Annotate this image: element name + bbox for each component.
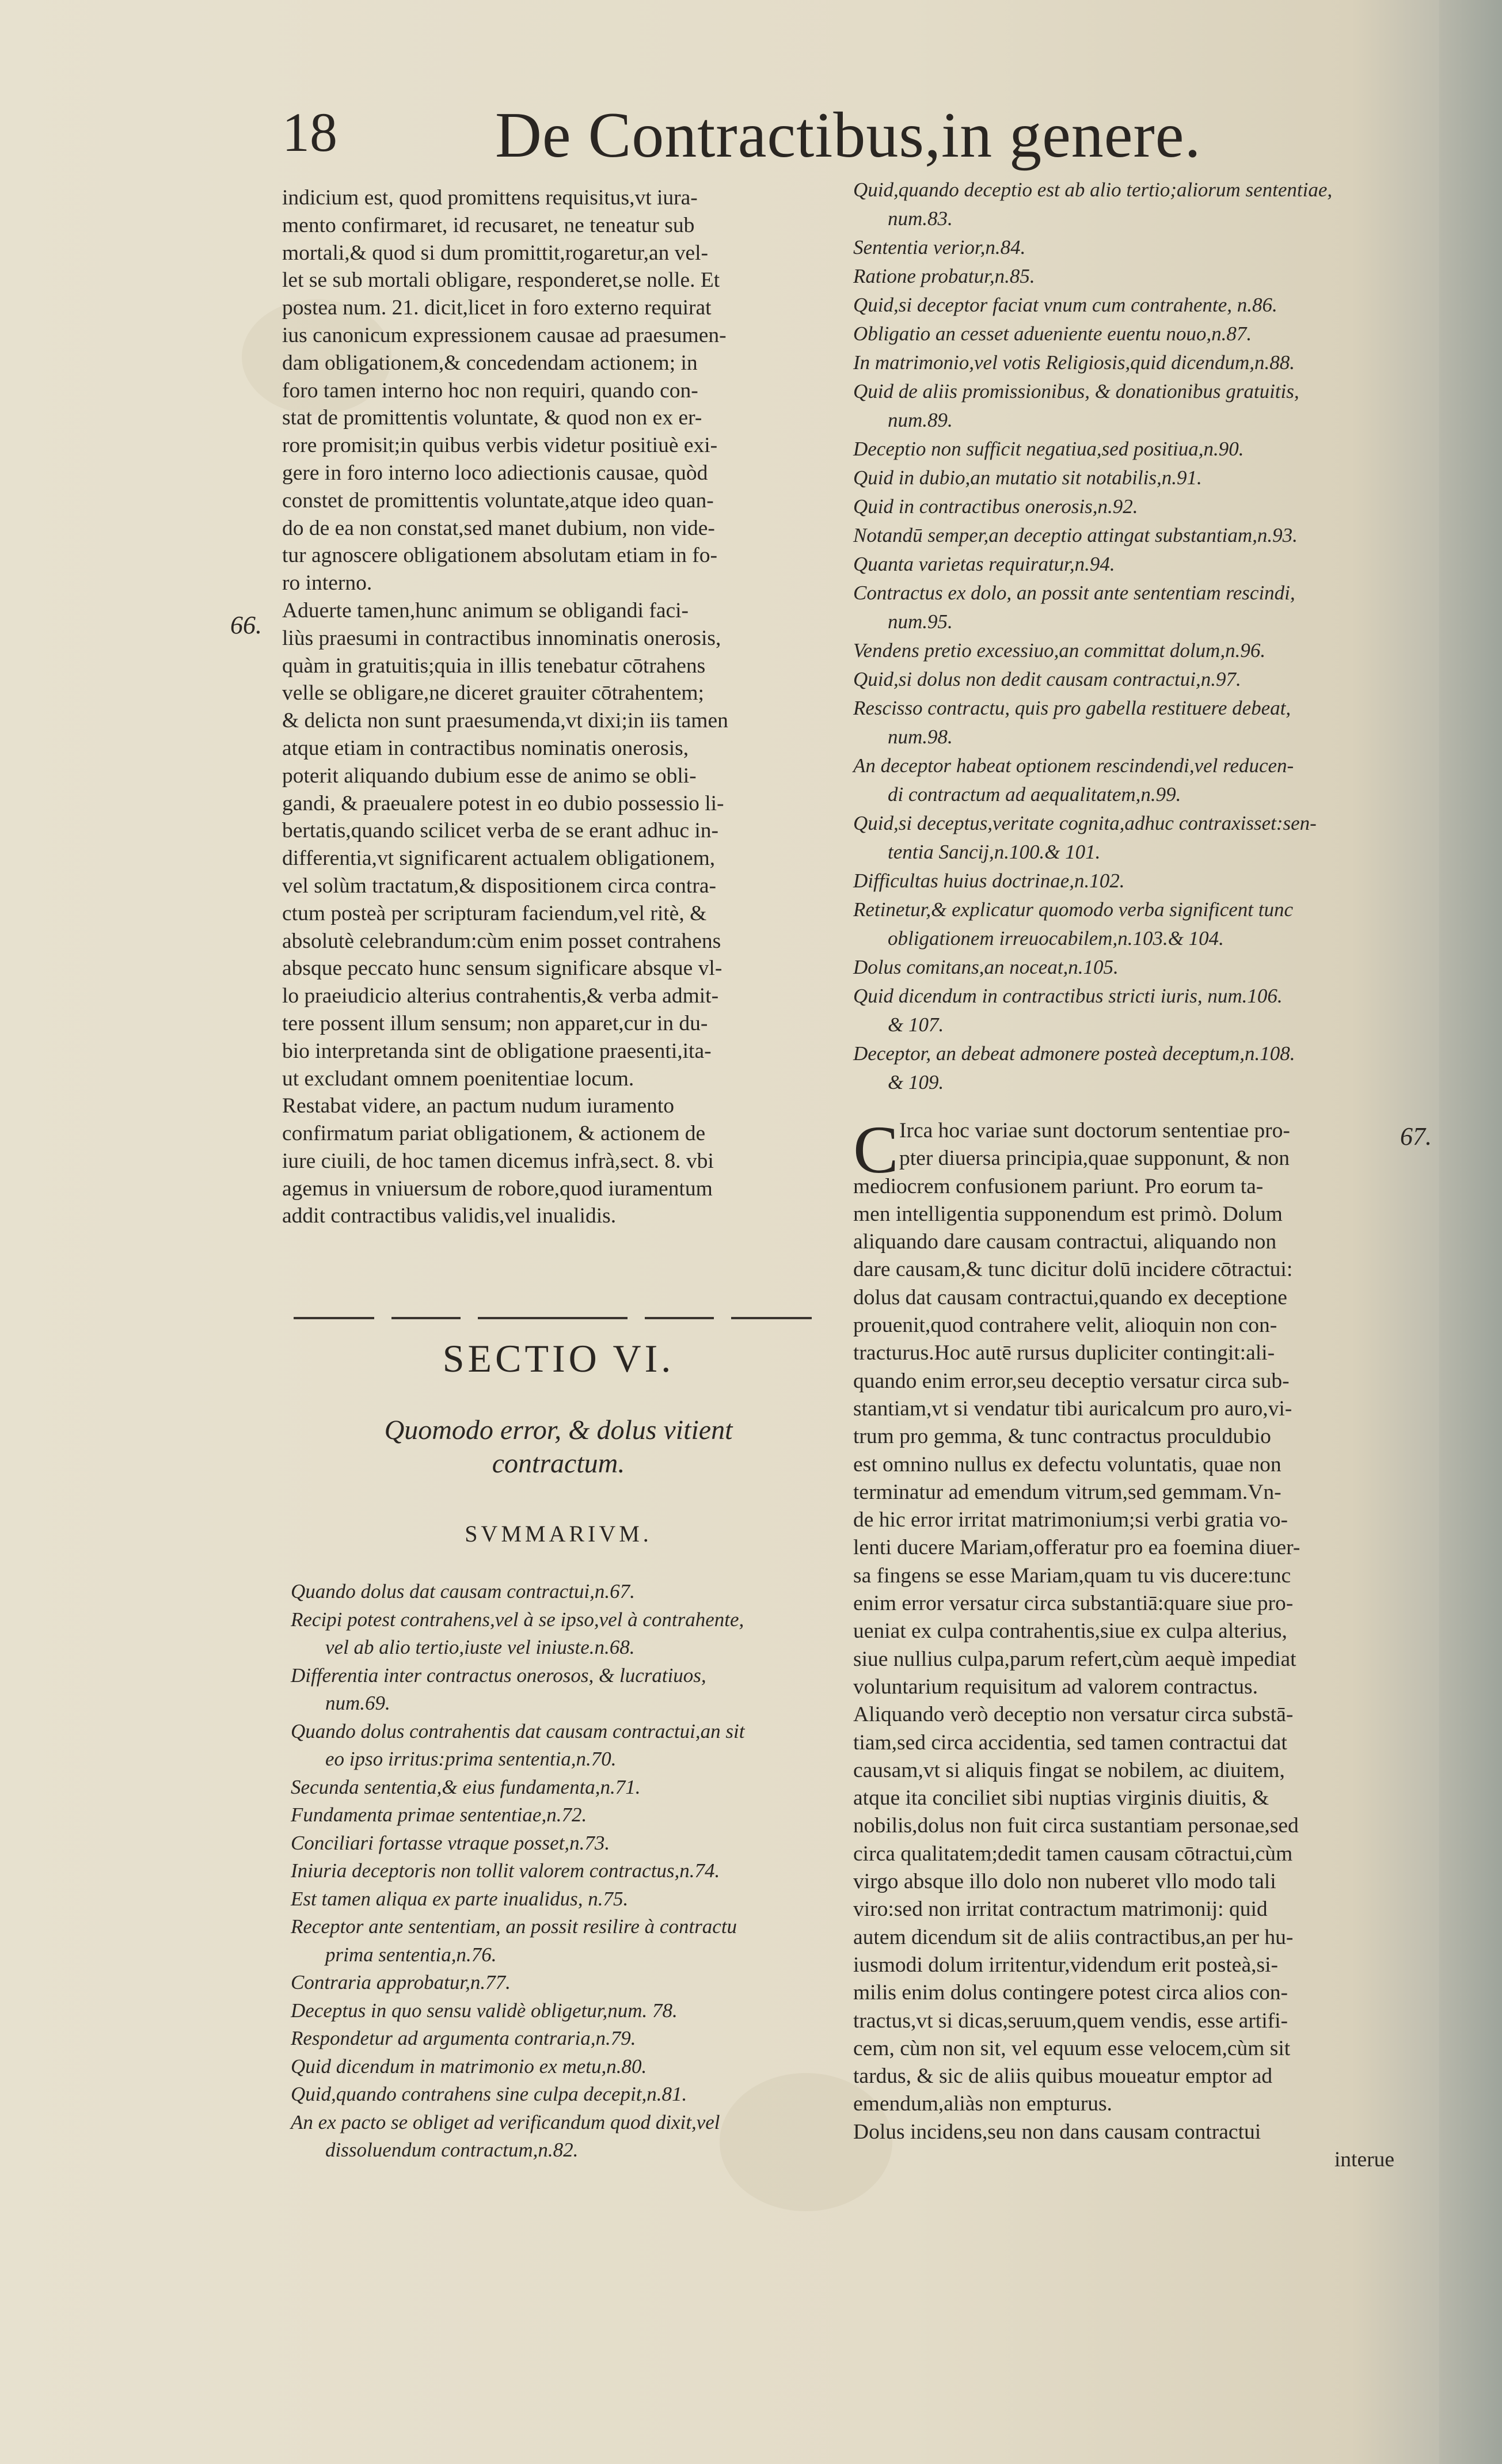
text-line: Restabat videre, an pactum nudum iuramento: [282, 1094, 675, 1118]
text-line: Ratione probatur,n.85.: [853, 265, 1035, 287]
text-line: iure ciuili, de hoc tamen dicemus infrà,sect. 8. vbi: [282, 1149, 714, 1173]
text-line: In matrimonio,vel votis Religiosis,quid dicendum,n.88.: [853, 351, 1295, 374]
text-line: atque etiam in contractibus nominatis onerosis,: [282, 736, 689, 760]
section-title: SECTIO VI.: [442, 1337, 675, 1380]
section-subtitle-line: Quomodo error, & dolus vitient: [384, 1415, 733, 1445]
text-line: pter diuersa principia,quae supponunt, & non: [899, 1146, 1290, 1171]
section-subtitle-line: contractum.: [492, 1448, 625, 1479]
text-line: liùs praesumi in contractibus innominatis onerosis,: [282, 626, 721, 650]
text-line: Quid dicendum in matrimonio ex metu,n.80.: [291, 2055, 647, 2078]
right-column-text: [853, 1112, 1394, 2174]
text-line: tere possent illum sensum; non apparet,cur in du-: [282, 1011, 708, 1035]
text-line: num.98.: [888, 726, 953, 748]
text-line: stat de promittentis voluntate, & quod non ex er-: [282, 406, 702, 430]
text-line: nobilis,dolus non fuit circa sustantiam personae,sed: [853, 1814, 1299, 1838]
text-line: & 107.: [888, 1013, 944, 1036]
text-line: Differentia inter contractus onerosos, & lucratiuos,: [291, 1664, 706, 1687]
text-line: stantiam,vt si vendatur tibi auricalcum pro auro,vi-: [853, 1396, 1292, 1421]
text-line: Quid de aliis promissionibus, & donationibus gratuitis,: [853, 380, 1299, 403]
text-line: & delicta non sunt praesumenda,vt dixi;in iis tamen: [282, 709, 728, 733]
text-line: lenti ducere Mariam,offeratur pro ea foemina diuer-: [853, 1536, 1301, 1560]
text-line: Notandū semper,an deceptio attingat substantiam,n.93.: [853, 524, 1298, 546]
text-line: men intelligentia supponendum est primò. Dolum: [853, 1202, 1283, 1226]
text-line: Contractus ex dolo, an possit ante sententiam rescindi,: [853, 582, 1295, 604]
text-line: emendum,aliàs non empturus.: [853, 2092, 1112, 2116]
drop-cap: C: [853, 1112, 899, 1187]
margin-number-67: 67.: [1400, 1122, 1432, 1151]
text-line: Dolus incidens,seu non dans causam contractui: [853, 2120, 1261, 2144]
left-column-text: [282, 184, 820, 1230]
text-line: aliquando dare causam contractui, aliquando non: [853, 1230, 1277, 1254]
text-line: Vendens pretio excessiuo,an committat dolum,n.96.: [853, 639, 1266, 662]
text-line: Quid in dubio,an mutatio sit notabilis,n.91.: [853, 466, 1202, 489]
text-line: Rescisso contractu, quis pro gabella restituere debeat,: [853, 697, 1291, 719]
text-line: di contractum ad aequalitatem,n.99.: [888, 783, 1181, 806]
text-line: terminatur ad emendum vitrum,sed gemmam.Vn-: [853, 1480, 1282, 1504]
text-line: viro:sed non irritat contractum matrimonij: quid: [853, 1897, 1268, 1922]
text-line: Quid,si dolus non dedit causam contractui,n.97.: [853, 668, 1241, 690]
text-line: addit contractibus validis,vel inualidis.: [282, 1204, 617, 1228]
text-line: Quid,quando contrahens sine culpa decepit,n.81.: [291, 2083, 687, 2105]
text-line: mento confirmaret, id recusaret, ne teneatur sub: [282, 213, 695, 237]
text-line: siue nullius culpa,parum refert,cùm aequè impediat: [853, 1647, 1296, 1671]
text-line: num.69.: [325, 1692, 390, 1714]
text-line: quàm in gratuitis;quia in illis tenebatur cōtrahens: [282, 654, 706, 678]
text-line: num.95.: [888, 610, 953, 633]
text-line: indicium est, quod promittens requisitus,vt iura-: [282, 186, 698, 210]
text-line: Receptor ante sententiam, an possit resilire à contractu: [291, 1915, 737, 1938]
text-line: autem dicendum sit de aliis contractibus,an per hu-: [853, 1925, 1294, 1949]
text-line: poterit aliquando dubium esse de animo se obli-: [282, 764, 697, 788]
text-line: mortali,& quod si dum promittit,rogaretur,an vel-: [282, 241, 709, 265]
text-line: Difficultas huius doctrinae,n.102.: [853, 870, 1125, 892]
text-line: tardus, & sic de aliis quibus moueatur emptor ad: [853, 2064, 1272, 2089]
text-line: Sententia verior,n.84.: [853, 236, 1026, 259]
text-line: Irca hoc variae sunt doctorum sententiae pro-: [899, 1119, 1290, 1142]
catchword: interue: [1334, 2147, 1394, 2171]
text-line: rore promisit;in quibus verbis videtur positiuè exi-: [282, 434, 718, 458]
text-line: num.83.: [888, 207, 953, 230]
section-divider: [294, 1310, 812, 1327]
text-line: tractus,vt si dicas,seruum,quem vendis, esse artifi-: [853, 2009, 1288, 2033]
text-line: Deceptor, an debeat admonere posteà deceptum,n.108.: [853, 1042, 1295, 1065]
text-line: bio interpretanda sint de obligatione praesenti,ita-: [282, 1039, 712, 1063]
text-line: causam,vt si aliquis fingat se nobilem, ac diuitem,: [853, 1758, 1285, 1782]
text-line: confirmatum pariat obligationem, & actionem de: [282, 1122, 706, 1146]
text-line: prouenit,quod contrahere velit, alioquin non con-: [853, 1313, 1277, 1338]
text-line: Iniuria deceptoris non tollit valorem contractus,n.74.: [291, 1859, 720, 1882]
text-line: virgo absque illo dolo non nuberet vllo modo tali: [853, 1870, 1276, 1894]
text-line: ro interno.: [282, 571, 372, 595]
text-line: mediocrem confusionem pariunt. Pro eorum ta-: [853, 1174, 1264, 1198]
text-line: differentia,vt significarent actualem obligationem,: [282, 846, 716, 871]
text-line: postea num. 21. dicit,licet in foro externo requirat: [282, 296, 712, 320]
text-line: de hic error irritat matrimonium;si verbi gratia vo-: [853, 1508, 1288, 1532]
text-line: eo ipso irritus:prima sententia,n.70.: [325, 1748, 617, 1770]
text-line: dare causam,& tunc dicitur dolū incidere cōtractui:: [853, 1258, 1293, 1282]
text-line: do de ea non constat,sed manet dubium, non vide-: [282, 516, 715, 540]
text-line: let se sub mortali obligare, responderet,se nolle. Et: [282, 268, 720, 293]
text-line: dissoluendum contractum,n.82.: [325, 2139, 579, 2161]
text-line: vel solùm tractatum,& dispositionem circa contra-: [282, 874, 716, 898]
text-line: An ex pacto se obliget ad verificandum quod dixit,vel: [291, 2110, 720, 2133]
text-line: cem, cùm non sit, vel equum esse velocem,cùm sit: [853, 2036, 1291, 2060]
text-line: Quid dicendum in contractibus stricti iuris, num.106.: [853, 985, 1283, 1007]
text-line: lo praeiudicio alterius contrahentis,& verba admit-: [282, 984, 719, 1008]
margin-number-66: 66.: [230, 611, 262, 639]
text-line: circa qualitatem;dedit tamen causam cōtractui,cùm: [853, 1842, 1293, 1866]
text-line: Quid in contractibus onerosis,n.92.: [853, 495, 1138, 518]
text-line: An deceptor habeat optionem rescindendi,vel reducen-: [853, 754, 1294, 777]
text-line: Est tamen aliqua ex parte inualidus, n.75.: [291, 1887, 629, 1910]
text-line: Fundamenta primae sententiae,n.72.: [291, 1804, 587, 1826]
text-line: est omnino nullus ex defectu voluntatis, quae non: [853, 1452, 1282, 1476]
text-line: vel ab alio tertio,iuste vel iniuste.n.68.: [325, 1636, 635, 1658]
text-line: dolus dat causam contractui,quando ex deceptione: [853, 1285, 1287, 1309]
summary-left-list: [291, 1578, 826, 2165]
text-line: tracturus.Hoc autē rursus dupliciter contingit:ali-: [853, 1341, 1275, 1365]
page-header: [282, 101, 1203, 176]
text-line: tentia Sancij,n.100.& 101.: [888, 841, 1101, 863]
text-line: tur agnoscere obligationem absolutam etiam in fo-: [282, 544, 718, 568]
text-line: ctum posteà per scripturam faciendum,vel ritè, &: [282, 901, 707, 925]
text-line: atque ita conciliet sibi nuptias virginis diuitis, &: [853, 1786, 1269, 1810]
text-line: foro tamen interno hoc non requiri, quando con-: [282, 378, 698, 403]
text-line: Deceptus in quo sensu validè obligetur,num. 78.: [291, 1999, 678, 2022]
text-line: Respondetur ad argumenta contraria,n.79.: [291, 2027, 636, 2049]
text-line: Conciliari fortasse vtraque posset,n.73.: [291, 1831, 610, 1854]
text-line: bertatis,quando scilicet verba de se erant adhuc in-: [282, 819, 719, 843]
page-number: 18: [282, 101, 337, 163]
text-line: Quanta varietas requiratur,n.94.: [853, 553, 1115, 575]
text-line: Dolus comitans,an noceat,n.105.: [853, 956, 1119, 978]
text-line: Quid,si deceptor faciat vnum cum contrahente, n.86.: [853, 294, 1277, 316]
text-line: milis enim dolus contingere potest circa alios con-: [853, 1981, 1288, 2005]
text-line: Secunda sententia,& eius fundamenta,n.71.: [291, 1775, 641, 1798]
text-line: Obligatio an cesset adueniente euentu nouo,n.87.: [853, 322, 1252, 345]
text-line: gandi, & praeualere potest in eo dubio possessio li-: [282, 791, 724, 815]
text-line: Deceptio non sufficit negatiua,sed positiua,n.90.: [853, 438, 1244, 460]
text-line: quando enim error,seu deceptio versatur circa sub-: [853, 1369, 1290, 1393]
text-line: ius canonicum expressionem causae ad praesumen-: [282, 323, 727, 347]
text-line: agemus in vniuersum de robore,quod iuramentum: [282, 1176, 713, 1201]
summary-heading: SVMMARIVM.: [465, 1521, 652, 1547]
text-line: Quando dolus contrahentis dat causam contractui,an sit: [291, 1719, 745, 1742]
text-line: ut excludant omnem poenitentiae locum.: [282, 1066, 634, 1091]
text-line: voluntarium requisitum ad valorem contractus.: [853, 1675, 1258, 1699]
text-line: iusmodi dolum irritentur,videndum erit posteà,si-: [853, 1953, 1278, 1977]
text-line: Retinetur,& explicatur quomodo verba significent tunc: [853, 898, 1294, 921]
text-line: Recipi potest contrahens,vel à se ipso,vel à contrahente,: [291, 1608, 744, 1631]
text-line: ueniat ex culpa contrahentis,siue ex culpa alterius,: [853, 1619, 1287, 1643]
summary-right-list: [853, 176, 1406, 1097]
text-line: Quid,si deceptus,veritate cognita,adhuc contraxisset:sen-: [853, 812, 1317, 834]
text-line: Contraria approbatur,n.77.: [291, 1971, 511, 1994]
text-line: constet de promittentis voluntate,atque ideo quan-: [282, 488, 714, 512]
text-line: trum pro gemma, & tunc contractus proculdubio: [853, 1425, 1271, 1449]
text-line: Aduerte tamen,hunc animum se obligandi faci-: [282, 598, 689, 622]
text-line: Quando dolus dat causam contractui,n.67.: [291, 1580, 635, 1603]
running-title: De Contractibus,in genere.: [495, 100, 1201, 171]
text-line: Aliquando verò deceptio non versatur circa substā-: [853, 1703, 1294, 1727]
text-line: absque peccato hunc sensum significare absque vl-: [282, 956, 723, 981]
text-line: num.89.: [888, 409, 953, 431]
text-line: tiam,sed circa accidentia, sed tamen contractui dat: [853, 1730, 1287, 1755]
text-line: velle se obligare,ne diceret grauiter cōtrahentem;: [282, 681, 704, 705]
text-line: prima sententia,n.76.: [325, 1943, 497, 1966]
text-line: & 109.: [888, 1071, 944, 1094]
text-line: enim error versatur circa substantiā:quare siue pro-: [853, 1592, 1294, 1616]
text-line: Quid,quando deceptio est ab alio tertio;aliorum sententiae,: [853, 179, 1333, 201]
text-line: dam obligationem,& concedendam actionem; in: [282, 351, 698, 375]
text-line: gere in foro interno loco adiectionis causae, quòd: [282, 461, 708, 485]
text-line: absolutè celebrandum:cùm enim posset contrahens: [282, 929, 721, 953]
binding-gutter: [1439, 0, 1502, 2464]
text-line: obligationem irreuocabilem,n.103.& 104.: [888, 927, 1224, 950]
section-subtitle: [294, 1414, 823, 1480]
text-line: sa fingens se esse Mariam,quam tu vis ducere:tunc: [853, 1563, 1291, 1588]
